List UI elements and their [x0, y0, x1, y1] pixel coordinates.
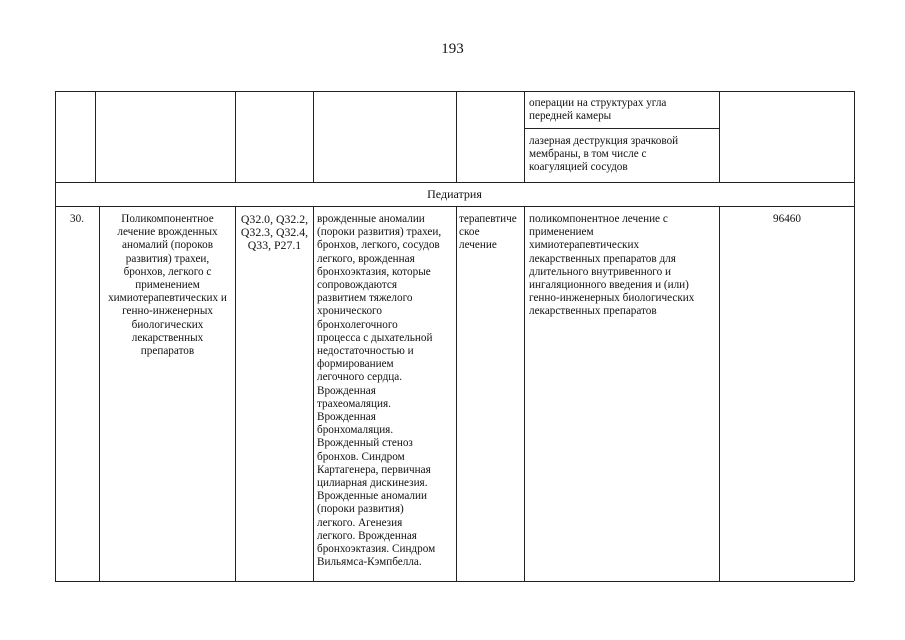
page-number: 193 [441, 41, 464, 57]
column-line [456, 91, 457, 182]
row-divider-section-bottom [55, 206, 854, 207]
row-treatment-type: терапевтиче ское лечение [459, 213, 517, 252]
row-name: Поликомпонентное лечение врожденных аномалий (пороков развития) трахеи, бронхов, легкого с применением химиотерапевтических и генно-инженерных биологических лекарственных препаратов [108, 213, 227, 358]
row-divider-methods [524, 128, 719, 129]
table-border-bottom [55, 581, 854, 582]
method-cell-1: операции на структурах угла передней камеры [529, 97, 667, 123]
column-line [313, 206, 314, 581]
table-border-top [55, 91, 854, 92]
column-line [524, 206, 525, 581]
column-line [524, 91, 525, 182]
column-line [854, 91, 855, 182]
column-line [235, 206, 236, 581]
column-line [235, 91, 236, 182]
column-line [55, 206, 56, 581]
column-line [95, 91, 96, 182]
column-line [55, 91, 56, 182]
row-model: врожденные аномалии (пороки развития) трахеи, бронхов, легкого, сосудов легкого, врожденная бронхоэктазия, которые сопровождаются развитием тяжелого хронического бронхолегочного процесса с дыхательной недостаточностью и формированием легочного сердца. Врожденная трахеомаляция. Врожденная бронхомаляция. Врожденный стеноз бронхов. Синдром Картагенера, первичная цилиарная дискинезия. Врожденные аномалии (пороки развития) легкого. Агенезия легкого. Врожденная бронхоэктазия. Синдром Вильямса-Кэмпбелла. [317, 213, 442, 569]
row-method: поликомпонентное лечение с применением химиотерапевтических лекарственных препаратов для длительного внутривенного и ингаляционного введения и (или) генно-инженерных биологических лекарственных препаратов [529, 213, 695, 318]
column-line [719, 206, 720, 581]
column-line [313, 91, 314, 182]
column-line [99, 206, 100, 581]
column-line [854, 182, 855, 206]
row-divider-section-top [55, 182, 854, 183]
section-title: Педиатрия [427, 187, 482, 201]
method-cell-2: лазерная деструкция зрачковой мембраны, в том числе с коагуляцией сосудов [529, 135, 679, 174]
column-line [854, 206, 855, 581]
row-codes: Q32.0, Q32.2, Q32.3, Q32.4, Q33, P27.1 [240, 212, 309, 253]
row-cost: 96460 [773, 213, 801, 225]
row-number: 30. [70, 213, 84, 225]
column-line [456, 206, 457, 581]
column-line [719, 91, 720, 182]
